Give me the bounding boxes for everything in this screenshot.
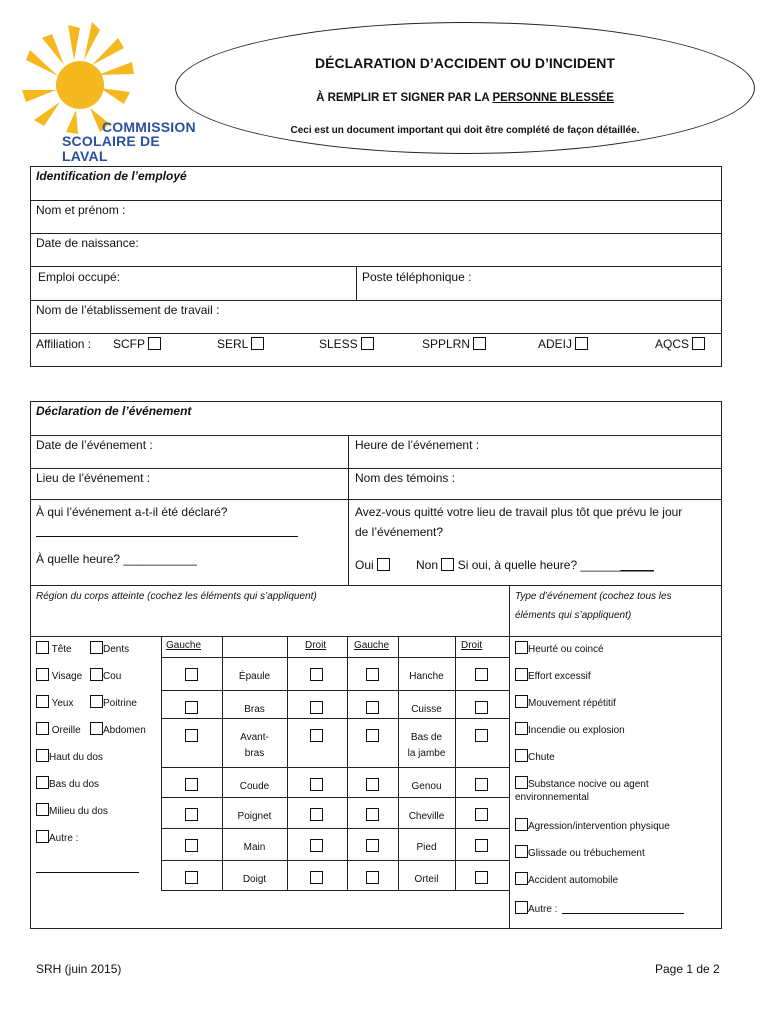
upper-limb-label: Avant- bras: [240, 732, 269, 759]
lower-limb-label: Pied: [416, 842, 437, 853]
event-type-item[interactable]: Chute: [515, 749, 555, 763]
footer-code: SRH (juin 2015): [36, 962, 122, 976]
limb-checkbox[interactable]: [366, 778, 379, 791]
left-early-question-2: de l’événement?: [355, 525, 444, 539]
body-oreille[interactable]: Oreille: [36, 722, 81, 736]
checkbox: [515, 872, 528, 885]
event-type-item[interactable]: Substance nocive ou agent environnemental: [515, 776, 649, 803]
logo-line1: COMMISSION: [102, 119, 196, 135]
limb-checkbox[interactable]: [366, 839, 379, 852]
body-autre-line[interactable]: [36, 872, 139, 873]
checkbox: [515, 722, 528, 735]
checkbox: [441, 558, 454, 571]
limb-checkbox[interactable]: [185, 701, 198, 714]
limb-checkbox[interactable]: [310, 871, 323, 884]
limb-checkbox[interactable]: [310, 701, 323, 714]
limb-checkbox[interactable]: [475, 778, 488, 791]
limb-checkbox[interactable]: [185, 871, 198, 884]
event-type-item[interactable]: Incendie ou explosion: [515, 722, 625, 736]
limb-checkbox[interactable]: [366, 808, 379, 821]
limb-checkbox[interactable]: [310, 808, 323, 821]
checkbox: [515, 668, 528, 681]
logo: [20, 20, 196, 164]
event-type-item[interactable]: Glissade ou trébuchement: [515, 845, 645, 859]
upper-limb-label: Main: [243, 842, 266, 853]
body-yeux[interactable]: Yeux: [36, 695, 73, 709]
checkbox: [148, 337, 161, 350]
upper-left-header: Gauche: [166, 640, 202, 651]
sun-logo-icon: [20, 20, 145, 135]
upper-limb-label: Coude: [239, 781, 270, 792]
lower-limb-label: Bas de la jambe: [407, 732, 446, 759]
event-type-title-2: éléments qui s’appliquent): [515, 610, 632, 621]
left-early-question: Avez-vous quitté votre lieu de travail plus tôt que prévu le jour: [355, 505, 683, 519]
limb-checkbox[interactable]: [310, 839, 323, 852]
header-note: Ceci est un document important qui doit être complété de façon détaillée.: [290, 125, 640, 136]
event-section-title: Déclaration de l’événement: [36, 404, 192, 418]
limb-checkbox[interactable]: [310, 668, 323, 681]
event-time-field[interactable]: Heure de l’événement :: [355, 438, 480, 452]
checkbox: [515, 818, 528, 831]
body-abdomen[interactable]: Abdomen: [90, 722, 146, 736]
checkbox: [515, 845, 528, 858]
limb-checkbox[interactable]: [475, 701, 488, 714]
event-type-title-1: Type d’événement (cochez tous les: [515, 591, 672, 602]
page-number: Page 1 de 2: [655, 962, 720, 976]
logo-line2: SCOLAIRE DE LAVAL: [62, 133, 160, 164]
declared-time-field[interactable]: À quelle heure? ___________: [36, 552, 197, 566]
checkbox: [692, 337, 705, 350]
body-visage[interactable]: Visage: [36, 668, 82, 682]
upper-right-header: Droit: [305, 640, 327, 651]
event-type-item[interactable]: Mouvement répétitif: [515, 695, 616, 709]
subtitle-underlined: PERSONNE BLESSÉE: [492, 92, 614, 104]
checkbox: [515, 901, 528, 914]
body-bas-dos[interactable]: Bas du dos: [36, 776, 99, 790]
event-type-item[interactable]: Effort excessif: [515, 668, 591, 682]
limb-checkbox[interactable]: [366, 668, 379, 681]
employee-section-title: Identification de l’employé: [36, 169, 187, 183]
body-dents[interactable]: Dents: [90, 641, 129, 655]
checkbox: [515, 749, 528, 762]
declared-to-label: À qui l’événement a-t-il été déclaré?: [36, 505, 228, 519]
limb-checkbox[interactable]: [366, 701, 379, 714]
body-milieu-dos[interactable]: Milieu du dos: [36, 803, 108, 817]
affiliation-scfp[interactable]: SCFP: [113, 337, 161, 351]
limb-checkbox[interactable]: [366, 871, 379, 884]
upper-limb-label: Doigt: [242, 874, 267, 885]
body-region-title: Région du corps atteinte (cochez les éléments qui s’appliquent): [36, 591, 317, 602]
limb-checkbox[interactable]: [185, 778, 198, 791]
job-field[interactable]: Emploi occupé:: [38, 270, 121, 284]
lower-limb-label: Orteil: [414, 874, 439, 885]
checkbox: [515, 776, 528, 789]
lower-left-header: Gauche: [354, 640, 390, 651]
checkbox: [515, 695, 528, 708]
checkbox: [377, 558, 390, 571]
page-subtitle: [175, 92, 755, 104]
limb-checkbox[interactable]: [475, 808, 488, 821]
event-type-item[interactable]: Agression/intervention physique: [515, 818, 670, 832]
lower-right-header: Droit: [461, 640, 483, 651]
affiliation-sless[interactable]: SLESS: [319, 337, 374, 351]
checkbox: [473, 337, 486, 350]
lower-limb-label: Genou: [411, 781, 442, 792]
event-date-field[interactable]: Date de l’événement :: [36, 438, 153, 452]
body-cou[interactable]: Cou: [90, 668, 121, 682]
event-type-item[interactable]: Accident automobile: [515, 872, 618, 886]
event-type-item[interactable]: Autre :: [515, 901, 684, 915]
checkbox: [361, 337, 374, 350]
lower-limb-label: Cuisse: [411, 704, 442, 715]
affiliation-aqcs[interactable]: AQCS: [655, 337, 705, 351]
limb-checkbox[interactable]: [475, 729, 488, 742]
name-field[interactable]: Nom et prénom :: [36, 203, 126, 217]
page-title: DÉCLARATION D’ACCIDENT OU D’INCIDENT: [315, 55, 615, 71]
limb-checkbox[interactable]: [185, 839, 198, 852]
checkbox: [575, 337, 588, 350]
checkbox: [515, 641, 528, 654]
body-tete[interactable]: Tête: [36, 641, 72, 655]
limb-checkbox[interactable]: [366, 729, 379, 742]
workplace-field[interactable]: Nom de l’établissement de travail :: [36, 303, 220, 317]
affiliation-spplrn[interactable]: SPPLRN: [422, 337, 486, 351]
body-poitrine[interactable]: Poitrine: [90, 695, 137, 709]
affiliation-serl[interactable]: SERL: [217, 337, 264, 351]
limb-checkbox[interactable]: [310, 729, 323, 742]
phone-field[interactable]: Poste téléphonique :: [362, 270, 472, 284]
checkbox: [251, 337, 264, 350]
declared-to-line[interactable]: [36, 536, 298, 537]
body-haut-dos[interactable]: Haut du dos: [36, 749, 103, 763]
left-early-yes[interactable]: Oui: [355, 558, 390, 572]
upper-limb-label: Poignet: [237, 811, 272, 822]
lower-limb-label: Hanche: [409, 671, 444, 682]
limb-checkbox[interactable]: [185, 668, 198, 681]
limb-checkbox[interactable]: [475, 839, 488, 852]
upper-limb-label: Bras: [244, 704, 265, 715]
upper-limb-label: Épaule: [238, 671, 271, 682]
affiliation-adeij[interactable]: ADEIJ: [538, 337, 588, 351]
event-place-field[interactable]: Lieu de l’événement :: [36, 471, 151, 485]
limb-checkbox[interactable]: [185, 808, 198, 821]
birthdate-field[interactable]: Date de naissance:: [36, 236, 139, 250]
event-type-item[interactable]: Heurté ou coincé: [515, 641, 604, 655]
affiliation-label: Affiliation :: [36, 337, 92, 351]
body-autre[interactable]: Autre :: [36, 830, 78, 844]
limb-checkbox[interactable]: [185, 729, 198, 742]
limb-checkbox[interactable]: [475, 871, 488, 884]
witnesses-field[interactable]: Nom des témoins :: [355, 471, 456, 485]
left-early-no[interactable]: Non Si oui, à quelle heure? ___________: [416, 558, 654, 572]
subtitle-prefix: À REMPLIR ET SIGNER PAR LA: [316, 92, 493, 104]
lower-limb-label: Cheville: [408, 811, 445, 822]
limb-checkbox[interactable]: [475, 668, 488, 681]
limb-checkbox[interactable]: [310, 778, 323, 791]
